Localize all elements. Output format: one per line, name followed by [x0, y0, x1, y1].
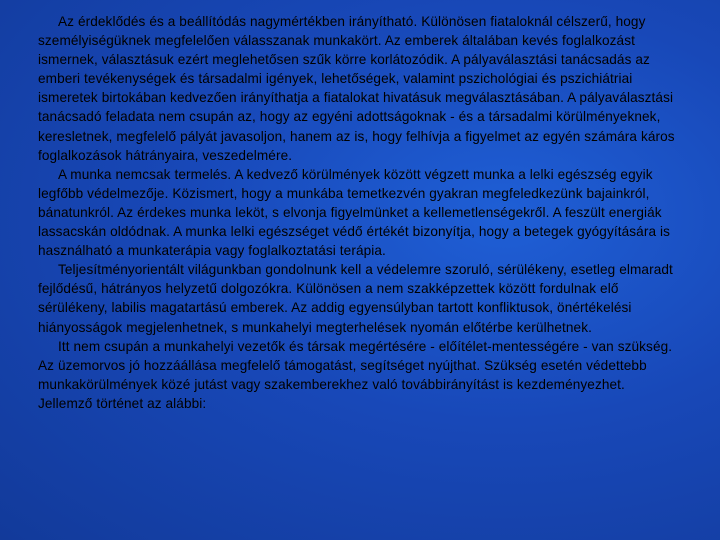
paragraph-vulnerable-workers: Teljesítményorientált világunkban gondolnunk kell a védelemre szoruló, sérülékeny, esetleg elmaradt fejlődésű, hátrányos helyzetű dolgozókra. Különösen a nem szakképzettek között fordulnak elő sérülékeny, labilis magatartású emberek. Az addig egyensúlyban tartott konfliktusok, önértékelési hiányosságok megjelenhetnek, s munkahelyi megterhelések nyomán előtérbe kerülhetnek. — [38, 262, 673, 335]
document-text — [38, 12, 678, 413]
paragraph-workplace-support: Itt nem csupán a munkahelyi vezetők és társak megértésére - előítélet-mentességére - van szükség. Az üzemorvos jó hozzáállása megfelelő támogatást, segítséget nyújthat. Szükség esetén védettebb munkakörülmények közé jutást vagy szakemberekhez való továbbirányítást is kezdeményezhet. — [38, 338, 673, 392]
paragraph-story-intro: Jellemző történet az alábbi: — [38, 395, 207, 411]
paragraph-work-mental-health: A munka nemcsak termelés. A kedvező körülmények között végzett munka a lelki egészség egyik legfőbb védelmezője. Közismert, hogy a munkába temetkezvén gyakran megfeledkezünk bajainkról, bánatunkról. Az érdekes munka leköt, s elvonja figyelmünket a kellemetlenségekről. A feszült energiák lassacskán oldódnak. A munka lelki egészséget védő értékét bizonyítja, hogy a betegek gyógyítására is használható a munkaterápia vagy foglalkoztatási terápia. — [38, 166, 671, 259]
paragraph-career-guidance: Az érdeklődés és a beállítódás nagymértékben irányítható. Különösen fiataloknál célszerű, hogy személyiségüknek megfelelően válasszanak munkakört. Az emberek általában kevés foglalkozást ismernek, választásuk ezért meglehetősen szűk körre korlátozódik. A pályaválasztási tanácsadás az emberi tevékenységek és társadalmi igények, lehetőségek, valamint pszichológiai és pszichiátriai ismeretek birtokában kedvezően irányíthatja a fiatalokat hivatásuk megválasztásában. A pályaválasztási tanácsadó feladata nem csupán az, hogy az egyéni adottságoknak - és a társadalmi körülményeknek, keresletnek, megfelelő pályát javasoljon, hanem az is, hogy felhívja a figyelmet az egyén számára káros foglalkozások hátrányaira, veszedelmére. — [38, 14, 675, 163]
